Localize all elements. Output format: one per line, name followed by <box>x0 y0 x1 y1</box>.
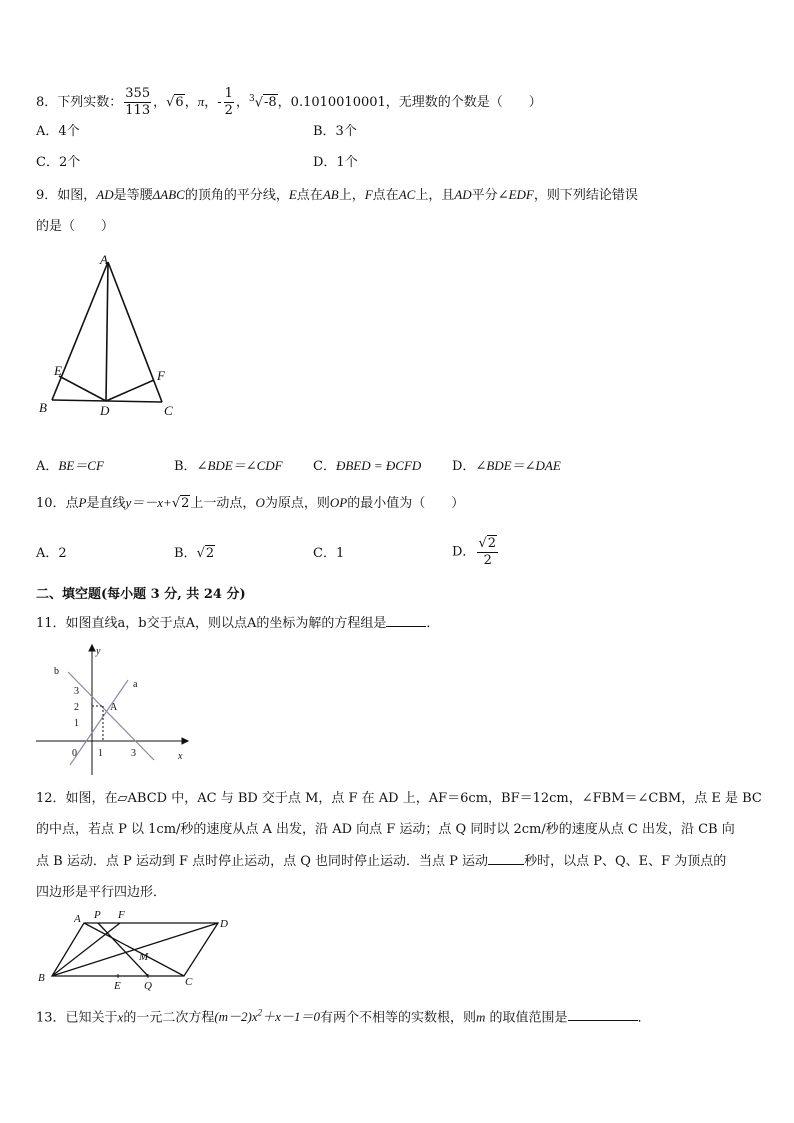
section-fill-in-blank-title: 二、填空题(每小题 3 分, 共 24 分) <box>36 587 246 602</box>
label-c: C <box>185 976 193 988</box>
tick-x3: 3 <box>131 748 136 759</box>
q12-parallelogram-figure <box>36 908 236 990</box>
label-y: y <box>96 646 101 657</box>
q12-answer-blank[interactable] <box>488 852 524 865</box>
q9-triangle-figure <box>36 252 186 422</box>
q13-equation: $(m-2)x^2+x-1=0$ <box>214 1008 320 1025</box>
label-d: D <box>220 918 228 930</box>
label-a: A <box>74 913 81 925</box>
label-point-a: A <box>110 702 118 713</box>
segment-ab <box>52 262 108 400</box>
q9-stem-line2: 的是（ ） <box>36 219 115 234</box>
q9-stem-line1: 9．如图，AD是等腰ΔABC的顶角的平分线，E点在AB上，F点在AC上，且AD平分∠EDF，则下列结论错误 <box>36 187 638 203</box>
label-f: F <box>157 368 165 383</box>
q9-option-a: A．BE＝CF <box>36 458 104 474</box>
diagonal-bd <box>52 923 218 976</box>
x-axis-arrow <box>182 738 188 744</box>
label-b: B <box>38 972 45 984</box>
label-q: Q <box>144 980 152 992</box>
q10-option-d: D． $\frac{√2}{2}$ <box>452 536 497 568</box>
sqrt-2: √2 <box>171 496 190 511</box>
label-b: B <box>39 400 47 415</box>
cube-root-neg8: $^3$√-8 <box>248 93 277 110</box>
y-axis-arrow <box>89 645 95 651</box>
q12-stem-line3: 点 B 运动．点 P 运动到 F 点时停止运动，点 Q 也同时停止运动．当点 P 运动 秒时，以点 P、Q、E、F 为顶点的 <box>36 854 727 869</box>
q10-option-c: C．1 <box>313 546 345 561</box>
tick-x1: 1 <box>98 748 103 759</box>
q8-option-d: D．1个 <box>313 155 358 170</box>
q13-answer-blank[interactable] <box>568 1008 638 1021</box>
label-a: A <box>100 252 108 267</box>
q11-coordinate-figure <box>36 640 196 780</box>
tick-y3: 3 <box>74 686 79 697</box>
q9-option-b: B．∠BDE＝∠CDF <box>174 458 283 474</box>
q12-stem-line4: 四边形是平行四边形． <box>36 885 167 900</box>
line-b <box>68 672 154 760</box>
label-b: b <box>54 666 59 677</box>
q10-option-b: B．√2 <box>174 546 215 561</box>
q11-stem: 11．如图直线a，b交于点A，则以点A的坐标为解的方程组是 ． <box>36 616 440 631</box>
segment-fd <box>106 380 154 401</box>
tick-y1: 1 <box>74 718 79 729</box>
label-e: E <box>54 363 62 378</box>
q8-option-b: B．3个 <box>313 124 357 139</box>
fraction-355-113: $\frac{355}{113}$ <box>125 86 151 118</box>
q8-option-c: C．2个 <box>36 155 81 170</box>
q8-stem: 8．下列实数： $\frac{355}{113}$ ，√6，π，- $\frac{1}{2}$ ，$^3$√-8，0.1010010001，无理数的个数是（ ） <box>36 86 542 118</box>
q10-stem: 10．点P是直线y＝－x+√2上一动点，O为原点，则OP的最小值为（ ） <box>36 495 465 511</box>
segment-ed <box>59 376 106 401</box>
q13-stem: 13．已知关于x的一元二次方程$(m-2)x^2+x-1=0$有两个不相等的实数根，则m 的取值范围是 ． <box>36 1008 651 1026</box>
label-origin: 0 <box>72 748 77 759</box>
label-p: P <box>94 909 101 921</box>
q11-answer-blank[interactable] <box>386 614 426 627</box>
sqrt-6: √6 <box>166 95 184 110</box>
segment-ac <box>108 262 162 402</box>
fraction-1-2: $\frac{1}{2}$ <box>224 86 233 118</box>
segment-pq <box>98 923 148 976</box>
label-c: C <box>164 403 173 418</box>
tick-y2: 2 <box>74 702 79 713</box>
segment-bf <box>52 923 120 976</box>
q12-stem-line1: 12．如图，在▱ABCD 中，AC 与 BD 交于点 M，点 F 在 AD 上，AF＝6cm，BF＝12cm，∠FBM＝∠CBM，点 E 是 BC <box>36 791 762 806</box>
q9-option-d: D．∠BDE＝∠DAE <box>452 458 561 474</box>
label-m: M <box>139 951 149 963</box>
q9-option-c: C．ĐBED = ĐCFD <box>313 458 422 474</box>
segment-ad <box>106 262 108 401</box>
label-x: x <box>178 751 183 762</box>
label-d: D <box>100 403 110 418</box>
q12-stem-line2: 的中点，若点 P 以 1cm/秒的速度从点 A 出发，沿 AD 向点 F 运动；点 Q 同时以 2cm/秒的速度从点 C 出发，沿 CB 向 <box>36 822 735 837</box>
label-f: F <box>118 909 125 921</box>
label-e: E <box>114 980 121 992</box>
label-a: a <box>133 679 138 690</box>
q10-option-a: A．2 <box>36 546 67 561</box>
q8-option-a: A．4个 <box>36 124 80 139</box>
